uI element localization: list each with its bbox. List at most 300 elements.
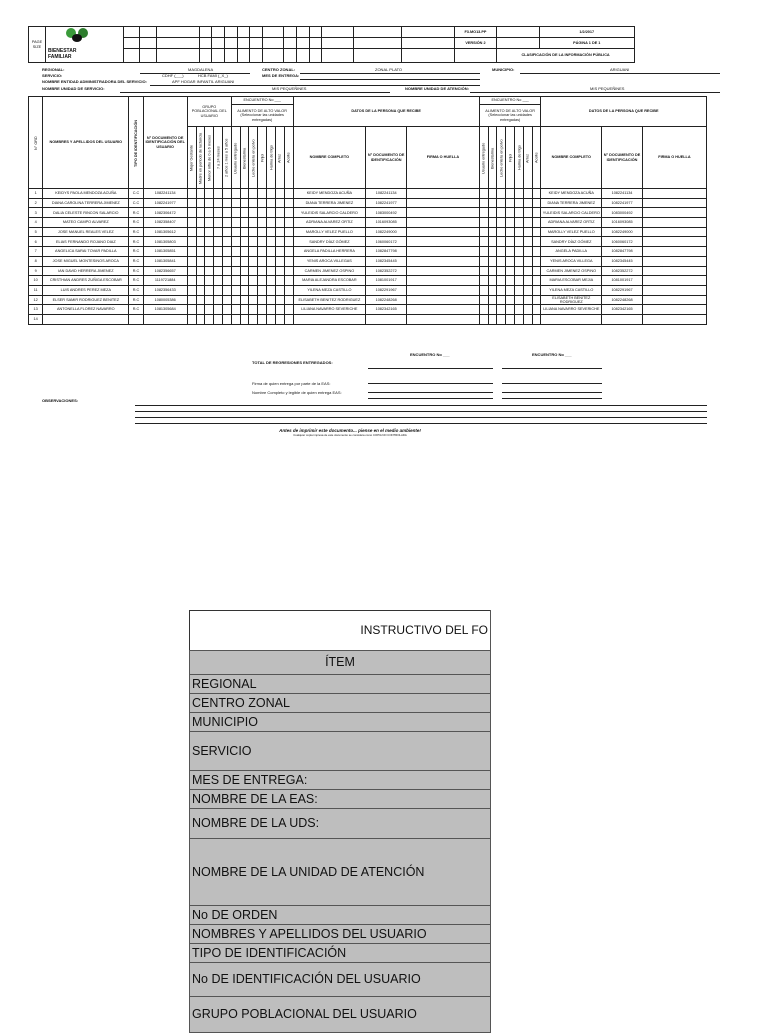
user-name: DIANA CAROLINA TERRERA JIMENEZ <box>43 198 129 208</box>
check-cell <box>479 237 488 247</box>
instructivo-item: NOMBRE DE LA UDS: <box>190 809 491 839</box>
check-cell <box>523 266 532 276</box>
check-cell <box>222 285 231 295</box>
col-no-header: N° ORD <box>29 97 43 189</box>
table-row <box>29 256 707 266</box>
signature-cell-2 <box>642 189 706 199</box>
check-cell <box>479 266 488 276</box>
check-cell <box>187 256 196 266</box>
check-cell <box>205 208 214 218</box>
signature-cell-2 <box>642 227 706 237</box>
check-cell <box>196 247 205 257</box>
id-number: 1081305612 <box>143 227 187 237</box>
check-cell <box>214 208 223 218</box>
check-cell <box>222 314 231 324</box>
id-type: R.C <box>129 276 143 286</box>
vert-header-enc1-8: Frijol <box>258 127 267 189</box>
check-cell <box>532 266 541 276</box>
regional-label: REGIONAL: <box>42 67 65 72</box>
check-cell <box>488 266 497 276</box>
check-cell <box>231 305 240 315</box>
table-row <box>29 247 707 257</box>
check-cell <box>275 305 284 315</box>
beneficiaries-table <box>28 96 707 325</box>
id-type: C.C <box>129 189 143 199</box>
check-cell <box>249 198 258 208</box>
instructivo-item: NOMBRES Y APELLIDOS DEL USUARIO <box>190 925 491 944</box>
check-cell <box>249 295 258 305</box>
receiver-doc-2: 1082248268 <box>602 295 643 305</box>
row-number: 1 <box>29 189 43 199</box>
instructivo-item: MES DE ENTREGA: <box>190 771 491 790</box>
signature-cell-2 <box>642 256 706 266</box>
check-cell <box>222 305 231 315</box>
uds-value: MIS PEQUEÑINES <box>272 86 307 91</box>
col-doc-header: N° DOCUMENTO DE IDENTIFICACIÓN DEL USUARIO <box>143 97 187 189</box>
user-name: IAN DAVID HERRERA JIMENEZ <box>43 266 129 276</box>
check-cell <box>214 305 223 315</box>
check-cell <box>258 247 267 257</box>
check-cell <box>532 305 541 315</box>
check-cell <box>267 247 276 257</box>
check-cell <box>275 227 284 237</box>
check-cell <box>506 285 515 295</box>
check-cell <box>258 208 267 218</box>
check-cell <box>284 256 293 266</box>
instructivo-item: No DE ORDEN <box>190 906 491 925</box>
check-cell <box>515 218 524 228</box>
check-cell <box>240 256 249 266</box>
check-cell <box>275 208 284 218</box>
receiver-doc-2 <box>602 314 643 324</box>
check-cell <box>497 218 506 228</box>
check-cell <box>214 276 223 286</box>
check-cell <box>506 314 515 324</box>
check-cell <box>187 285 196 295</box>
nombre-completo-header-2: NOMBRE COMPLETO <box>541 127 602 189</box>
receiver-name-2: ADRIANA ALVAREZ ORTIZ <box>541 218 602 228</box>
check-cell <box>214 198 223 208</box>
check-cell <box>532 208 541 218</box>
signature-cell-2 <box>642 247 706 257</box>
check-cell <box>488 295 497 305</box>
receiver-name: ELISABETH BENITEZ RODRIGUEZ <box>293 295 366 305</box>
check-cell <box>488 227 497 237</box>
check-cell <box>205 276 214 286</box>
check-cell <box>275 314 284 324</box>
check-cell <box>231 198 240 208</box>
vert-header-enc2-9: Harina de trigo <box>515 127 524 189</box>
receiver-doc-2: 1060060172 <box>602 237 643 247</box>
check-cell <box>267 237 276 247</box>
signature-cell-2 <box>642 237 706 247</box>
check-cell <box>523 285 532 295</box>
unidad-atencion-value: MIS PEQUEÑINES <box>590 86 625 91</box>
signature-cell-2 <box>642 218 706 228</box>
check-cell <box>249 237 258 247</box>
check-cell <box>515 266 524 276</box>
signature-cell <box>407 218 480 228</box>
check-cell <box>187 305 196 315</box>
check-cell <box>275 276 284 286</box>
instructivo-item: MUNICIPIO <box>190 713 491 732</box>
receiver-doc-2: 1082291967 <box>602 285 643 295</box>
check-cell <box>479 189 488 199</box>
vert-header-enc1-6: Bienestarina <box>240 127 249 189</box>
servicio-label: SERVICIO: <box>42 73 63 78</box>
id-number: 1081305841 <box>143 256 187 266</box>
id-type: R.C <box>129 305 143 315</box>
modalidad-value: HCB FAMI (_X_) <box>198 73 228 78</box>
check-cell <box>196 305 205 315</box>
user-name: KEIDYS PAOLA MENDOZA ACUÑA <box>43 189 129 199</box>
receiver-doc: 1082352272 <box>366 266 407 276</box>
check-cell <box>284 285 293 295</box>
check-cell <box>284 305 293 315</box>
signature-cell-2 <box>642 266 706 276</box>
check-cell <box>249 305 258 315</box>
check-cell <box>231 247 240 257</box>
user-name: LUIS ANDRES PEREZ MEZA <box>43 285 129 295</box>
check-cell <box>196 295 205 305</box>
check-cell <box>532 189 541 199</box>
check-cell <box>205 285 214 295</box>
receiver-name: SANDRY DÍAZ GÓMEZ <box>293 237 366 247</box>
check-cell <box>231 218 240 228</box>
check-cell <box>222 208 231 218</box>
uds-label: NOMBRE UNIDAD DE SERVICIO: <box>42 86 105 91</box>
signature-cell <box>407 314 480 324</box>
instructivo-item-header: ÍTEM <box>190 651 491 675</box>
check-cell <box>488 285 497 295</box>
check-cell <box>506 198 515 208</box>
receiver-name <box>293 314 366 324</box>
vert-header-grupo-0: Mujer Gestante <box>187 127 196 189</box>
check-cell <box>515 189 524 199</box>
footer-encuentro-1: ENCUENTRO No ___ <box>410 352 450 357</box>
check-cell <box>506 266 515 276</box>
check-cell <box>258 198 267 208</box>
id-number: 1082356433 <box>143 285 187 295</box>
instructivo-item: TIPO DE IDENTIFICACIÓN <box>190 944 491 963</box>
unidad-atencion-label: NOMBRE UNIDAD DE ATENCIÓN: <box>405 86 469 91</box>
check-cell <box>205 237 214 247</box>
signature-cell <box>407 285 480 295</box>
encuentro-header-2: ENCUENTRO No ___ <box>479 97 541 105</box>
receiver-doc-2: 1082249000 <box>602 227 643 237</box>
id-type: R.C <box>129 227 143 237</box>
check-cell <box>258 266 267 276</box>
check-cell <box>515 305 524 315</box>
check-cell <box>479 218 488 228</box>
receiver-name-2: MAROLLY VELEZ PUELLO <box>541 227 602 237</box>
receiver-doc-2: 1082241134 <box>602 189 643 199</box>
id-type: R.C <box>129 208 143 218</box>
row-number: 5 <box>29 227 43 237</box>
table-row <box>29 305 707 315</box>
vert-header-grupo-3: 7 a 24 meses <box>214 127 223 189</box>
print-subnote: Cualquier copia impresa de este documento se considera como COPIA NO CONTROLADA <box>293 433 407 437</box>
check-cell <box>231 276 240 286</box>
check-cell <box>214 227 223 237</box>
check-cell <box>275 247 284 257</box>
firma-header-1: FIRMA O HUELLA <box>407 127 480 189</box>
check-cell <box>240 285 249 295</box>
check-cell <box>267 295 276 305</box>
entidad-label: NOMBRE ENTIDAD ADMINISTRADORA DEL SERVICIO: <box>42 79 147 84</box>
check-cell <box>196 208 205 218</box>
check-cell <box>275 256 284 266</box>
check-cell <box>523 189 532 199</box>
check-cell <box>532 247 541 257</box>
check-cell <box>506 189 515 199</box>
servicio-value: CDHF (___) <box>162 73 184 78</box>
check-cell <box>497 314 506 324</box>
check-cell <box>240 218 249 228</box>
signature-cell <box>407 266 480 276</box>
id-type <box>129 314 143 324</box>
signature-cell-2 <box>642 305 706 315</box>
check-cell <box>515 227 524 237</box>
check-cell <box>506 227 515 237</box>
instructivo-table <box>189 610 491 1033</box>
receiver-doc: 1082248268 <box>366 295 407 305</box>
id-number: 1081305684 <box>143 305 187 315</box>
id-number: 1081305803 <box>143 237 187 247</box>
check-cell <box>488 218 497 228</box>
check-cell <box>196 218 205 228</box>
check-cell <box>222 227 231 237</box>
check-cell <box>479 276 488 286</box>
check-cell <box>267 256 276 266</box>
check-cell <box>205 305 214 315</box>
check-cell <box>532 285 541 295</box>
check-cell <box>497 227 506 237</box>
row-number: 2 <box>29 198 43 208</box>
check-cell <box>222 237 231 247</box>
check-cell <box>205 314 214 324</box>
id-number: 1082358407 <box>143 218 187 228</box>
check-cell <box>196 314 205 324</box>
check-cell <box>479 285 488 295</box>
check-cell <box>196 237 205 247</box>
vert-header-enc2-10: Arroz <box>523 127 532 189</box>
check-cell <box>275 189 284 199</box>
instructivo-item: SERVICIO <box>190 732 491 771</box>
check-cell <box>249 314 258 324</box>
check-cell <box>214 285 223 295</box>
check-cell <box>532 314 541 324</box>
vert-header-enc2-11: Aceite <box>532 127 541 189</box>
signature-cell <box>407 305 480 315</box>
check-cell <box>249 276 258 286</box>
check-cell <box>284 218 293 228</box>
check-cell <box>240 237 249 247</box>
centro-zonal-value: ZONAL PLATO <box>375 67 403 72</box>
receiver-doc <box>366 314 407 324</box>
table-row <box>29 218 707 228</box>
check-cell <box>532 218 541 228</box>
vert-header-enc2-6: Bienestarina <box>488 127 497 189</box>
check-cell <box>497 266 506 276</box>
check-cell <box>258 189 267 199</box>
datos-persona-header-1: DATOS DE LA PERSONA QUE RECIBE <box>293 97 479 127</box>
id-number: 1082241977 <box>143 198 187 208</box>
check-cell <box>497 198 506 208</box>
check-cell <box>222 256 231 266</box>
instructivo-item: No DE IDENTIFICACIÓN DEL USUARIO <box>190 963 491 997</box>
check-cell <box>515 295 524 305</box>
signature-cell-2 <box>642 295 706 305</box>
check-cell <box>267 198 276 208</box>
receiver-name: ADRIANA ALVAREZ ORTIZ <box>293 218 366 228</box>
check-cell <box>249 266 258 276</box>
signature-cell <box>407 276 480 286</box>
check-cell <box>258 237 267 247</box>
check-cell <box>196 285 205 295</box>
signature-cell <box>407 189 480 199</box>
check-cell <box>231 295 240 305</box>
check-cell <box>258 227 267 237</box>
check-cell <box>249 208 258 218</box>
check-cell <box>488 247 497 257</box>
receiver-name-2 <box>541 314 602 324</box>
check-cell <box>214 266 223 276</box>
check-cell <box>532 227 541 237</box>
signature-cell <box>407 237 480 247</box>
check-cell <box>231 237 240 247</box>
receiver-doc-2: 1082847798 <box>602 247 643 257</box>
instructivo-item: GRUPO POBLACIONAL DEL USUARIO <box>190 997 491 1033</box>
check-cell <box>214 218 223 228</box>
id-type: R.C <box>129 256 143 266</box>
check-cell <box>515 237 524 247</box>
check-cell <box>284 276 293 286</box>
receiver-name: MAROLLY VELEZ PUELLO <box>293 227 366 237</box>
signature-cell-2 <box>642 208 706 218</box>
instructivo-item: NOMBRE DE LA EAS: <box>190 790 491 809</box>
check-cell <box>187 227 196 237</box>
user-name: ELSER SAMIR RODRIGUEZ BENITEZ <box>43 295 129 305</box>
row-number: 8 <box>29 256 43 266</box>
form-page: PÁGINA 1 DE 1 <box>539 38 634 49</box>
receiver-name-2: YULEIDIS SALARCIO CALDERO <box>541 208 602 218</box>
check-cell <box>231 266 240 276</box>
check-cell <box>497 276 506 286</box>
check-cell <box>205 256 214 266</box>
check-cell <box>515 256 524 266</box>
vert-header-grupo-1: Madre en periodo de lactancia <box>196 127 205 189</box>
check-cell <box>240 266 249 276</box>
row-number: 10 <box>29 276 43 286</box>
user-name: ANTONELLA FLOREZ NAVARRO <box>43 305 129 315</box>
check-cell <box>187 247 196 257</box>
check-cell <box>187 314 196 324</box>
side-label: PAGE SIZE <box>29 27 46 63</box>
nombre-completo-header-1: NOMBRE COMPLETO <box>293 127 366 189</box>
vert-header-enc1-5: Usuario entregado <box>231 127 240 189</box>
check-cell <box>497 189 506 199</box>
table-row <box>29 266 707 276</box>
receiver-name: YILENA MEZA CASTILLO <box>293 285 366 295</box>
encuentro-header-1: ENCUENTRO No ___ <box>231 97 293 105</box>
check-cell <box>284 208 293 218</box>
check-cell <box>222 295 231 305</box>
vert-header-enc2-5: Usuario entregado <box>479 127 488 189</box>
logo-text-1: BIENESTAR <box>47 48 77 54</box>
check-cell <box>497 247 506 257</box>
row-number: 12 <box>29 295 43 305</box>
check-cell <box>240 208 249 218</box>
check-cell <box>488 256 497 266</box>
check-cell <box>249 285 258 295</box>
check-cell <box>523 295 532 305</box>
table-row <box>29 285 707 295</box>
check-cell <box>214 247 223 257</box>
check-cell <box>205 227 214 237</box>
row-number: 9 <box>29 266 43 276</box>
check-cell <box>523 256 532 266</box>
check-cell <box>187 295 196 305</box>
check-cell <box>479 227 488 237</box>
check-cell <box>249 218 258 228</box>
check-cell <box>267 314 276 324</box>
check-cell <box>506 276 515 286</box>
check-cell <box>515 208 524 218</box>
logo <box>45 27 123 63</box>
receiver-doc: 1082291967 <box>366 285 407 295</box>
vert-header-enc2-7: Leche entera en polvo <box>497 127 506 189</box>
check-cell <box>222 198 231 208</box>
check-cell <box>523 208 532 218</box>
receiver-name-2: KEIDY MENDOZA ACUÑA <box>541 189 602 199</box>
check-cell <box>506 295 515 305</box>
vert-header-grupo-2: Menor niño de 0 a 6 meses <box>205 127 214 189</box>
check-cell <box>231 285 240 295</box>
total-label: TOTAL DE REGRESIONES ENTREGADOS: <box>252 360 333 365</box>
doc-recibe-header-2: N° DOCUMENTO DE IDENTIFICACIÓN <box>602 127 643 189</box>
check-cell <box>515 276 524 286</box>
check-cell <box>479 247 488 257</box>
receiver-doc: 1060060172 <box>366 237 407 247</box>
table-row <box>29 198 707 208</box>
check-cell <box>523 305 532 315</box>
check-cell <box>205 266 214 276</box>
check-cell <box>231 208 240 218</box>
receiver-doc-2: 1083000492 <box>602 208 643 218</box>
id-type: R.C <box>129 295 143 305</box>
check-cell <box>187 276 196 286</box>
form-classification: CLASIFICACIÓN DE LA INFORMACIÓN PÚBLICA <box>497 49 635 63</box>
table-row <box>29 276 707 286</box>
check-cell <box>479 198 488 208</box>
check-cell <box>506 218 515 228</box>
check-cell <box>479 305 488 315</box>
receiver-name-2: SANDRY DÍAZ GÓMEZ <box>541 237 602 247</box>
firma-header-2: FIRMA O HUELLA <box>642 127 706 189</box>
receiver-name: LILIANA NAVARRO SEVERICHE <box>293 305 366 315</box>
check-cell <box>532 237 541 247</box>
check-cell <box>222 266 231 276</box>
vert-header-enc1-7: Leche entera en polvo <box>249 127 258 189</box>
check-cell <box>187 218 196 228</box>
vert-header-enc1-11: Aceite <box>284 127 293 189</box>
check-cell <box>187 198 196 208</box>
table-row <box>29 208 707 218</box>
instructivo-item: CENTRO ZONAL <box>190 694 491 713</box>
check-cell <box>267 218 276 228</box>
check-cell <box>275 295 284 305</box>
